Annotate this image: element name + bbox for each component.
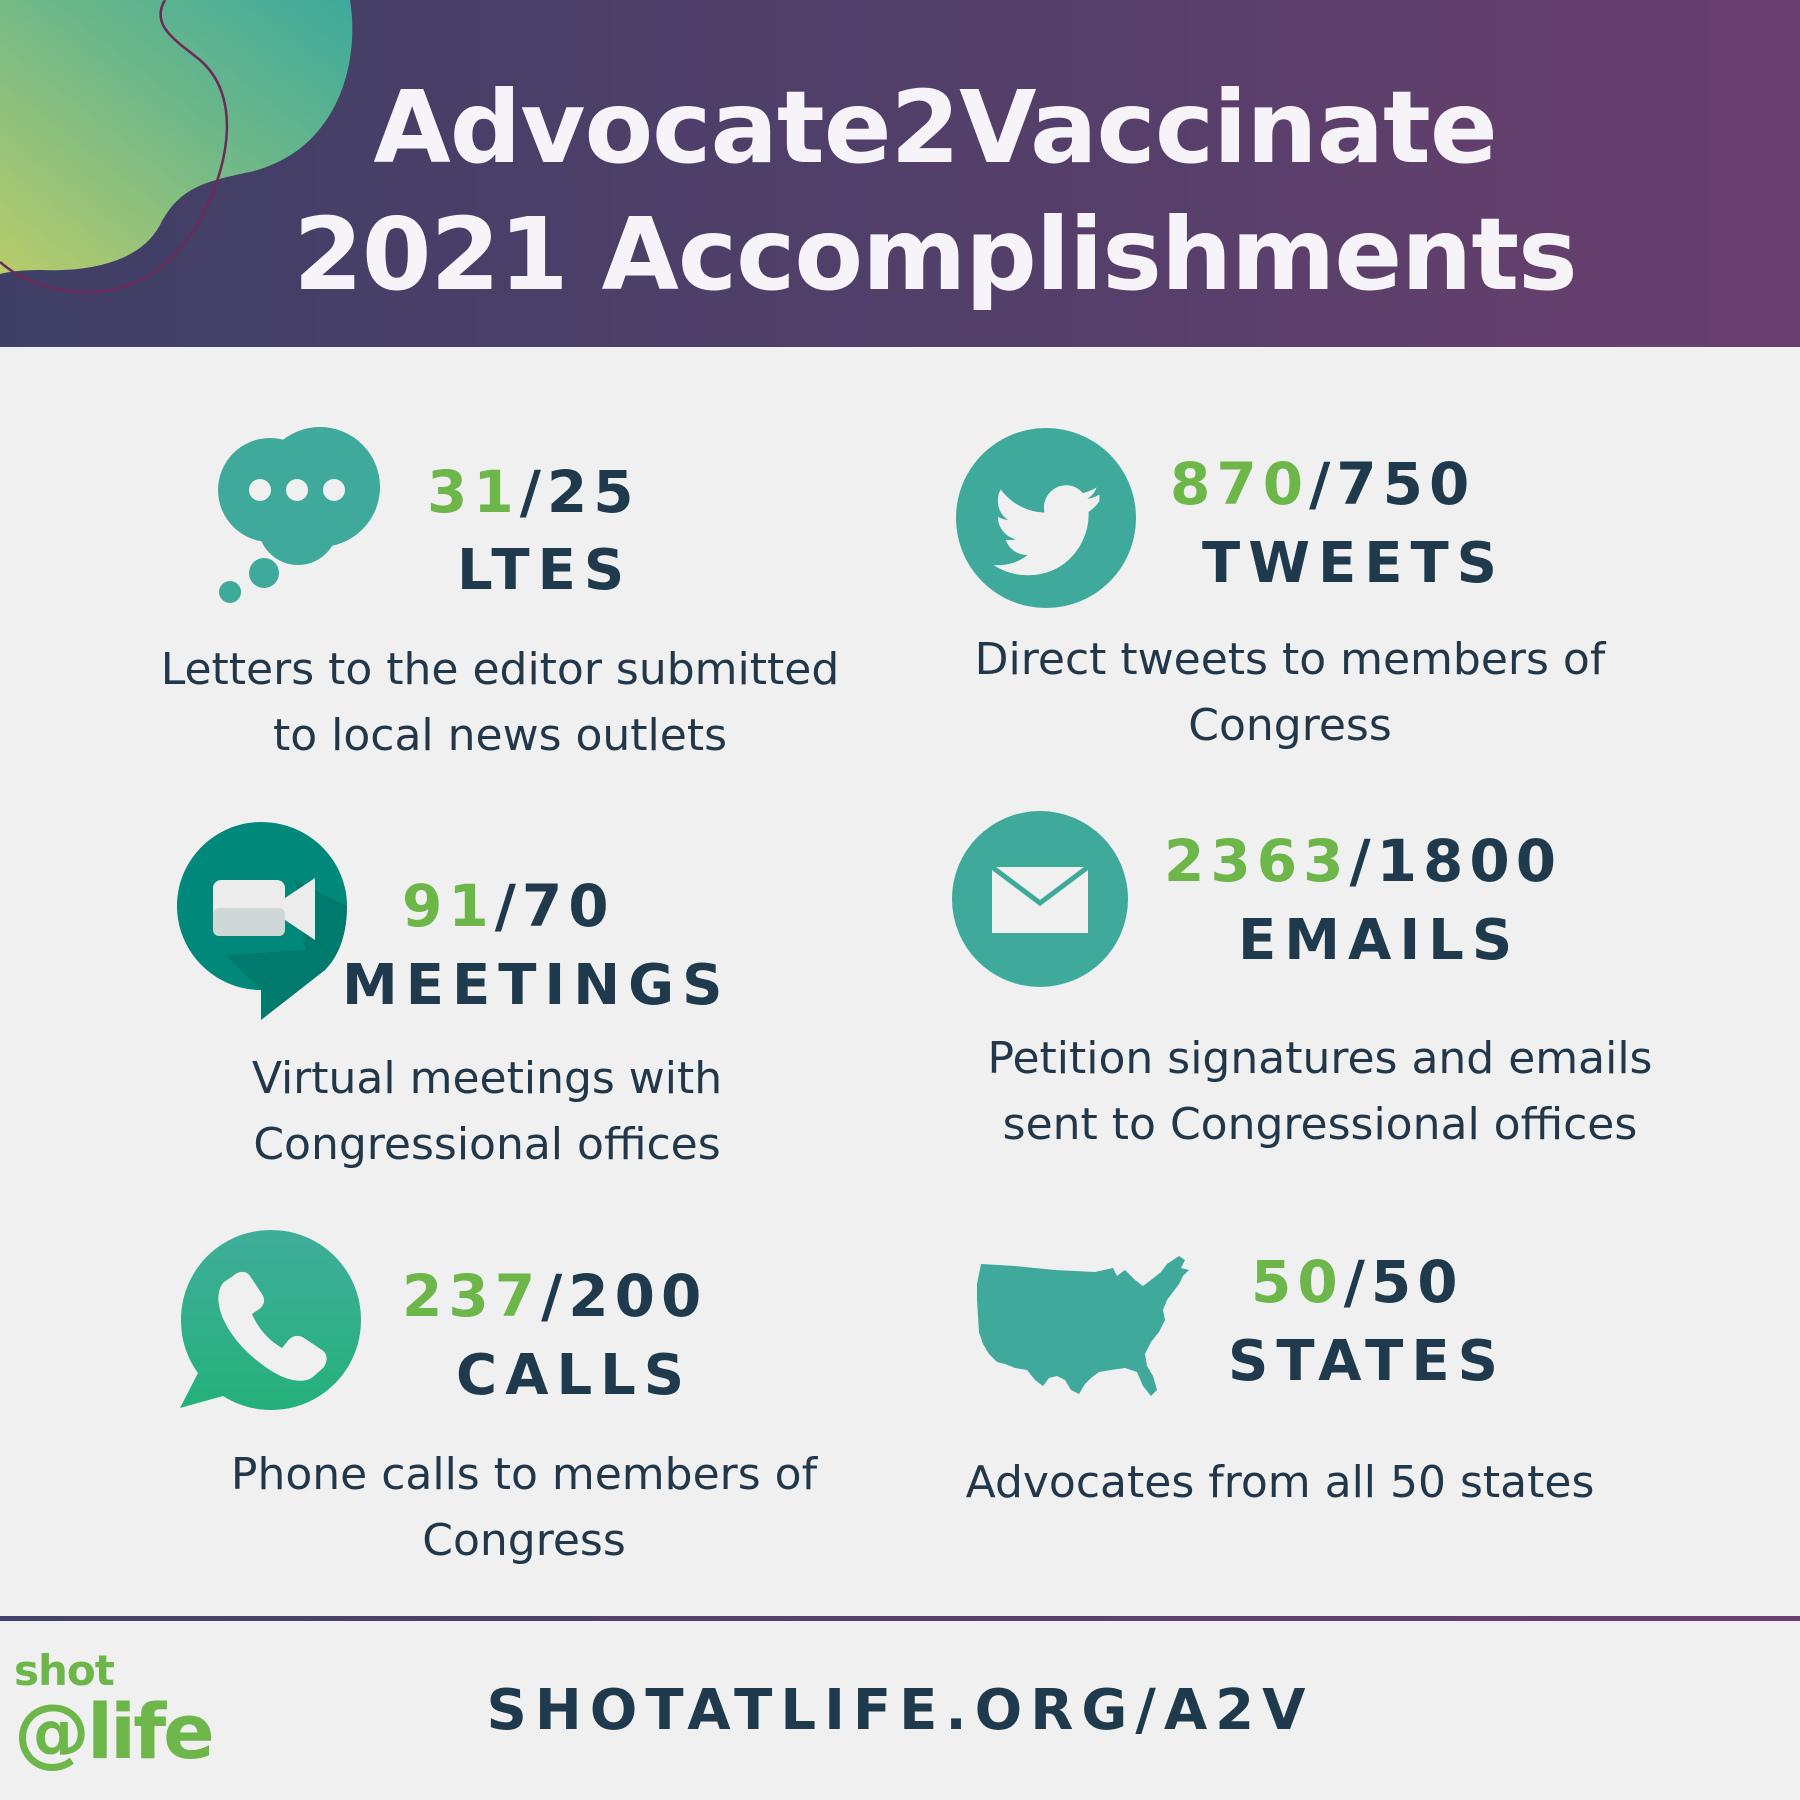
- calls-description: [124, 1442, 924, 1574]
- usa-map-icon: [975, 1250, 1200, 1400]
- twitter-bird-icon: [955, 427, 1137, 609]
- emails-goal: /1800: [1349, 827, 1563, 895]
- video-meeting-icon: [175, 820, 355, 1020]
- tweets-goal: /750: [1309, 450, 1476, 518]
- states-achieved: 50: [1251, 1248, 1344, 1316]
- emails-desc-line2: sent to Congressional offices: [1002, 1099, 1638, 1150]
- page-title-line2: 2021 Accomplishments: [293, 196, 1577, 313]
- meetings-goal: /70: [494, 872, 615, 940]
- calls-desc-line1: Phone calls to members of: [230, 1449, 818, 1500]
- meetings-desc-line2: Congressional offices: [253, 1119, 721, 1170]
- emails-achieved: 2363: [1164, 827, 1350, 895]
- phone-icon: [178, 1228, 364, 1414]
- ltes-label: LTES: [457, 538, 633, 603]
- meetings-desc-line1: Virtual meetings with: [251, 1053, 723, 1104]
- states-label: STATES: [1228, 1329, 1506, 1394]
- page-title-line1: Advocate2Vaccinate: [373, 69, 1497, 186]
- calls-achieved: 237: [402, 1262, 542, 1330]
- emails-count: [1164, 827, 1563, 895]
- ltes-count: [427, 458, 640, 526]
- ltes-description: [100, 637, 900, 769]
- tweets-count: [1170, 450, 1476, 518]
- ltes-desc-line1: Letters to the editor submitted: [160, 644, 840, 695]
- footer-divider: [0, 1616, 1800, 1621]
- ltes-desc-line2: to local news outlets: [272, 710, 728, 761]
- calls-label: CALLS: [456, 1343, 693, 1408]
- thought-bubble-icon: [210, 425, 390, 605]
- meetings-description: [87, 1046, 887, 1178]
- tweets-achieved: 870: [1170, 450, 1310, 518]
- tweets-desc-line1: Direct tweets to members of: [974, 634, 1606, 685]
- header-banner: [0, 0, 1800, 347]
- states-desc-line1: Advocates from all 50 states: [965, 1457, 1595, 1508]
- emails-label: EMAILS: [1238, 908, 1521, 973]
- ltes-achieved: 31: [427, 458, 520, 526]
- meetings-label: MEETINGS: [342, 953, 731, 1018]
- tweets-label: TWEETS: [1202, 531, 1506, 596]
- emails-description: [920, 1026, 1720, 1158]
- tweets-desc-line2: Congress: [1188, 700, 1392, 751]
- meetings-count: [402, 872, 615, 940]
- states-count: [1251, 1248, 1464, 1316]
- meetings-achieved: 91: [402, 872, 495, 940]
- footer-url-link[interactable]: SHOTATLIFE.ORG/A2V: [486, 1678, 1314, 1743]
- emails-desc-line1: Petition signatures and emails: [987, 1033, 1653, 1084]
- states-goal: /50: [1343, 1248, 1464, 1316]
- ltes-goal: /25: [519, 458, 640, 526]
- logo-text-top: shot: [14, 1646, 114, 1695]
- logo-text-bottom: @life: [14, 1687, 212, 1776]
- calls-goal: /200: [541, 1262, 708, 1330]
- calls-desc-line2: Congress: [422, 1515, 626, 1566]
- tweets-description: [890, 627, 1690, 759]
- calls-count: [402, 1262, 708, 1330]
- envelope-icon: [952, 811, 1128, 987]
- states-description: [880, 1450, 1680, 1516]
